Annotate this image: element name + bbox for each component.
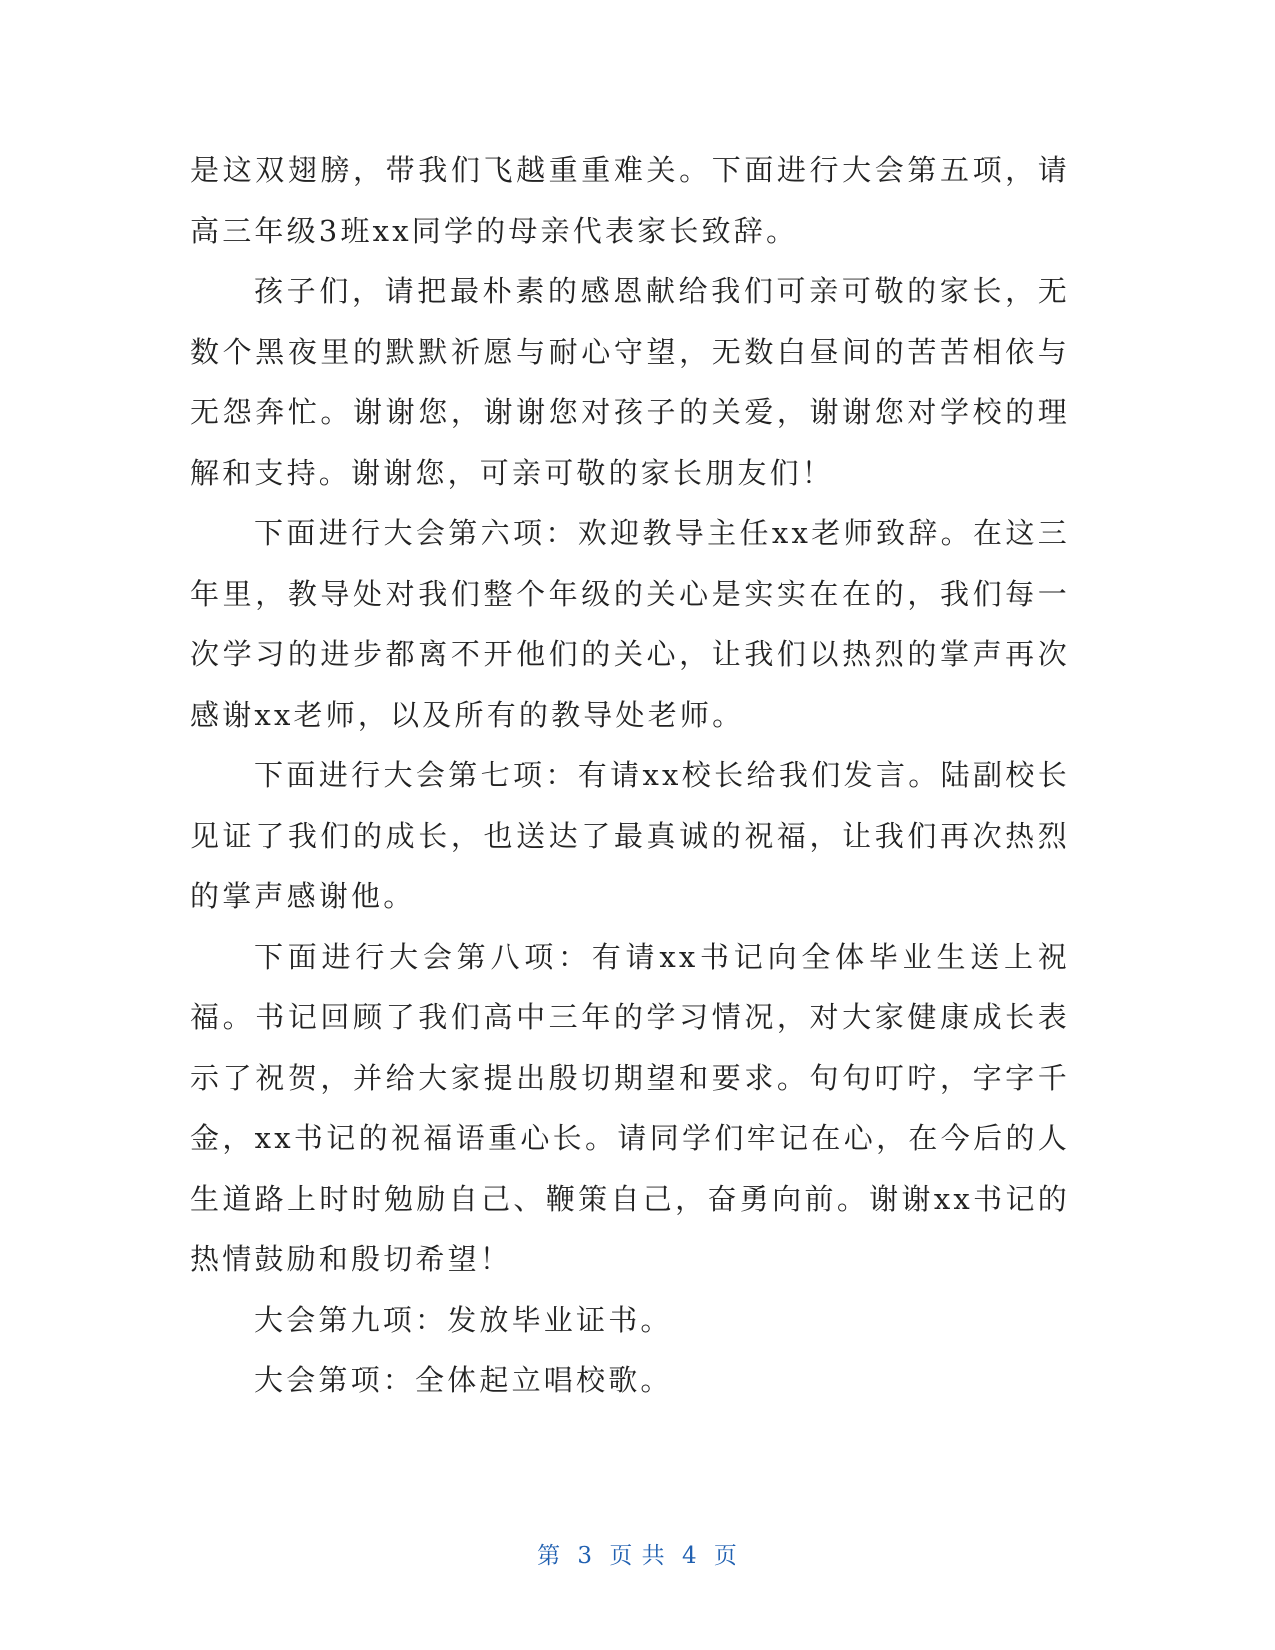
footer-suffix: 页	[713, 1543, 738, 1569]
paragraph-4: 下面进行大会第七项：有请xx校长给我们发言。陆副校长见证了我们的成长，也送达了最真诚的祝福，让我们再次热烈的掌声感谢他。	[190, 758, 1070, 913]
paragraph-5: 下面进行大会第八项：有请xx书记向全体毕业生送上祝福。书记回顾了我们高中三年的学习情况，对大家健康成长表示了祝贺，并给大家提出殷切期望和要求。句句叮咛，字字千金，xx书记的祝福语重心长。请同学们牢记在心，在今后的人生道路上时时勉励自己、鞭策自己，奋勇向前。谢谢xx书记的热情鼓励和殷切希望！	[190, 939, 1070, 1276]
paragraph-3: 下面进行大会第六项：欢迎教导主任xx老师致辞。在这三年里，教导处对我们整个年级的关心是实实在在的，我们每一次学习的进步都离不开他们的关心，让我们以热烈的掌声再次感谢xx老师，以及所有的教导处老师。	[190, 516, 1070, 732]
paragraph-1: 是这双翅膀，带我们飞越重重难关。下面进行大会第五项，请高三年级3班xx同学的母亲代表家长致辞。	[190, 153, 1070, 248]
paragraph-6: 大会第九项：发放毕业证书。	[254, 1302, 673, 1337]
paragraph-2: 孩子们，请把最朴素的感恩献给我们可亲可敬的家长，无数个黑夜里的默默祈愿与耐心守望，无数白昼间的苦苦相依与无怨奔忙。谢谢您，谢谢您对孩子的关爱，谢谢您对学校的理解和支持。谢谢您，可亲可敬的家长朋友们！	[190, 274, 1070, 490]
page-footer	[0, 1537, 1275, 1570]
paragraph-7: 大会第项：全体起立唱校歌。	[254, 1363, 673, 1397]
footer-page-number: 3	[577, 1543, 594, 1569]
document-body	[190, 140, 1070, 1411]
footer-prefix: 第	[537, 1543, 562, 1569]
footer-middle: 页 共	[609, 1543, 666, 1569]
footer-total-pages: 4	[681, 1543, 698, 1569]
